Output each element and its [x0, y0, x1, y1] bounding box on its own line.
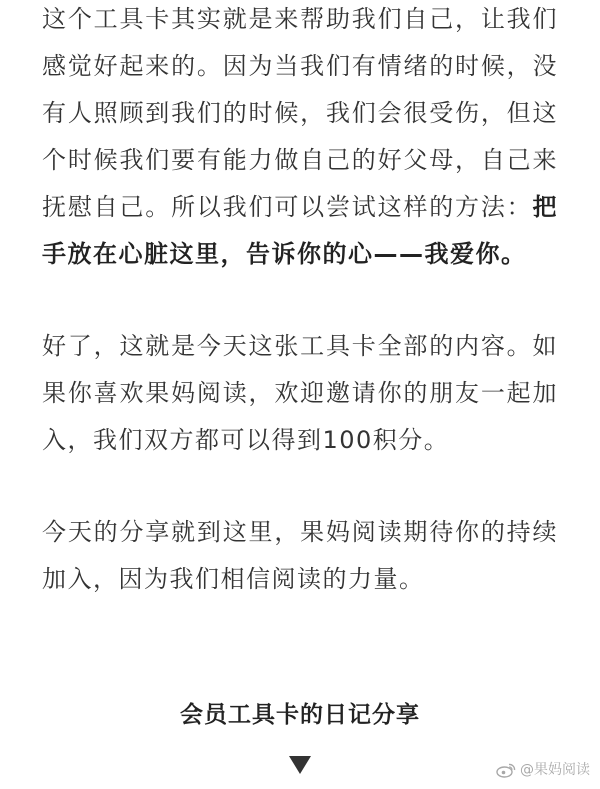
paragraph-1-bold: 把手放在心脏这里，告诉你的心——我爱你。	[42, 193, 558, 268]
weibo-icon	[496, 762, 516, 778]
watermark	[496, 761, 590, 779]
watermark-text: @果妈阅读	[520, 762, 590, 778]
section-heading: 会员工具卡的日记分享	[180, 702, 420, 728]
paragraph-1-text: 这个工具卡其实就是来帮助我们自己，让我们感觉好起来的。因为当我们有情绪的时候，没有人照顾到我们的时候，我们会很受伤，但这个时候我们要有能力做自己的好父母，自己来抚慰自己。所以我们可以尝试这样的方法：	[42, 5, 558, 221]
paragraph-2: 好了，这就是今天这张工具卡全部的内容。如果你喜欢果妈阅读，欢迎邀请你的朋友一起加入，我们双方都可以得到100积分。	[42, 332, 558, 454]
paragraph-1	[42, 0, 558, 278]
paragraph-3: 今天的分享就到这里，果妈阅读期待你的持续加入，因为我们相信阅读的力量。	[42, 518, 558, 593]
down-arrow-icon	[289, 756, 311, 774]
